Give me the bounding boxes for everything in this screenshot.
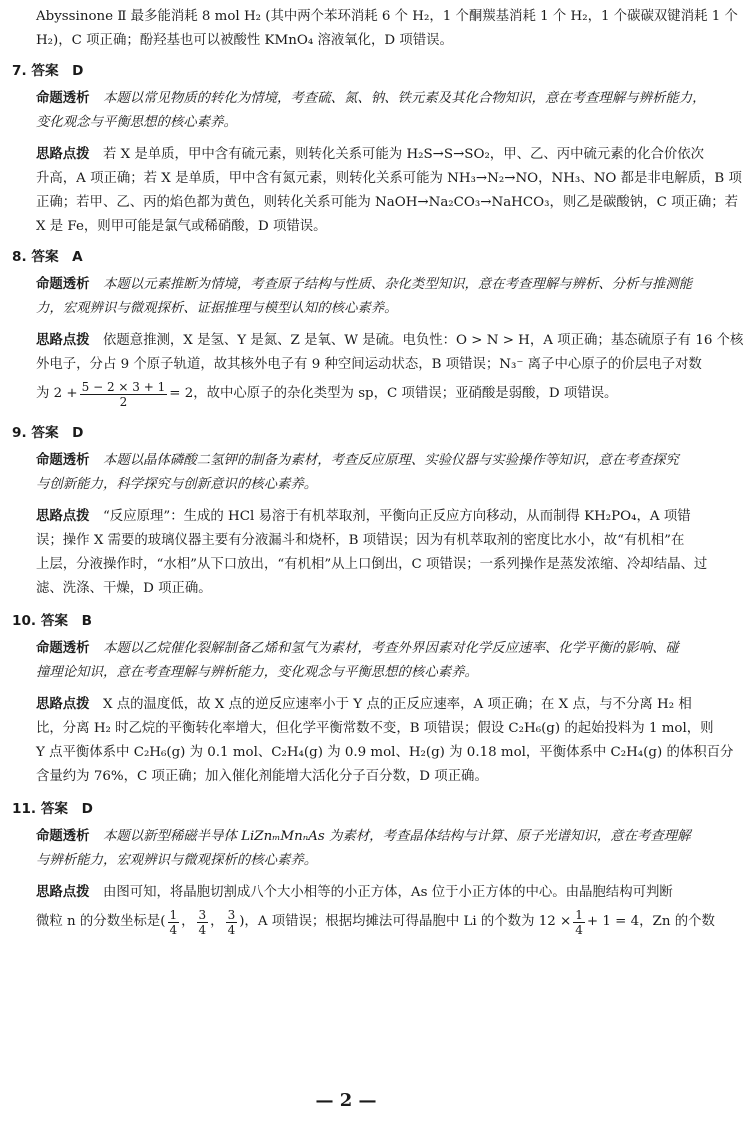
analysis-line: 撞理论知识，意在考查理解与辨析能力，变化观念与平衡思想的核心素养。 <box>36 665 478 680</box>
analysis-label: 命题透析 <box>36 641 90 656</box>
analysis-line <box>36 276 693 294</box>
answer-heading-11: 11. 答案 D <box>12 801 93 817</box>
hint-line: 外电子，分占 9 个原子轨道，故其核外电子有 9 种空间运动状态，B 项错误；N₃⁻ 离子中心原子的价层电子对数 <box>36 357 702 372</box>
analysis-line: 力，宏观辨识与微观探析、证据推理与模型认知的核心素养。 <box>36 301 398 316</box>
text-line: H₂)，C 项正确；酚羟基也可以被酸性 KMnO₄ 溶液氧化，D 项错误。 <box>36 33 453 48</box>
hint-text: 由图可知，将晶胞切割成八个大小相等的小正方体，As 位于小正方体的中心。由晶胞结构可判断 <box>102 885 673 900</box>
hint-text: 若 X 是单质，甲中含有硫元素，则转化关系可能为 H₂S→S→SO₂，甲、乙、丙中硫元素的化合价依次 <box>102 147 705 162</box>
hint-label: 思路点拨 <box>36 147 90 162</box>
coordinate-line: 微粒 n 的分数坐标是( $\frac{1}{4}$ ， $\frac{3}{4}$ ， $\frac{3}{4}$ )，A 项错误；根据均摊法可得晶胞中 Li 的个数为 12 × $\frac{1}{4}$ + 1 = 4，Zn 的个数 <box>36 907 715 937</box>
hint-line <box>36 508 691 526</box>
page-number: — 2 — <box>315 1090 377 1111</box>
analysis-label: 命题透析 <box>36 453 90 468</box>
hint-line <box>36 696 692 714</box>
fraction <box>573 908 585 937</box>
answer-heading-9: 9. 答案 D <box>12 425 84 441</box>
analysis-line: 变化观念与平衡思想的核心素养。 <box>36 115 237 130</box>
fraction-denominator: 4 <box>227 922 236 937</box>
hint-line: 含量约为 76%，C 项正确；加入催化剂能增大活化分子百分数，D 项正确。 <box>36 769 488 784</box>
hint-line: Y 点平衡体系中 C₂H₆(g) 为 0.1 mol、C₂H₄(g) 为 0.9 mol、H₂(g) 为 0.18 mol，平衡体系中 C₂H₄(g) 的体积百分 <box>36 745 734 760</box>
fraction-numerator: 5 − 2 × 3 + 1 <box>81 379 166 394</box>
fraction-denominator: 4 <box>169 922 178 937</box>
analysis-line: 与辨析能力，宏观辨识与微观探析的核心素养。 <box>36 853 318 868</box>
analysis-line <box>36 828 691 846</box>
fraction-numerator: 3 <box>227 907 236 922</box>
analysis-text: 本题以新型稀磁半导体 LiZnₘMnₙAs 为素材，考查晶体结构与计算、原子光谱知识，意在考查理解 <box>102 829 691 844</box>
hint-text: X 点的温度低，故 X 点的逆反应速率小于 Y 点的正反应速率，A 项正确；在 X 点，与不分离 H₂ 相 <box>102 697 692 712</box>
frac-pre: 为 2 + <box>36 386 78 401</box>
coord-mid: )，A 项错误；根据均摊法可得晶胞中 Li 的个数为 12 × <box>239 914 572 929</box>
fraction-denominator: 2 <box>119 394 128 409</box>
hint-label: 思路点拨 <box>36 885 90 900</box>
fraction-line <box>36 376 658 412</box>
analysis-line <box>36 90 706 108</box>
hint-line <box>36 884 673 902</box>
fraction <box>197 908 209 937</box>
hint-line: 比，分离 H₂ 时乙烷的平衡转化率增大，但化学平衡常数不变，B 项错误；假设 C₂H₆(g) 的起始投料为 1 mol，则 <box>36 721 714 736</box>
hint-line <box>36 332 743 350</box>
analysis-line <box>36 640 679 658</box>
coord-pre: 微粒 n 的分数坐标是( <box>36 914 166 929</box>
hint-label: 思路点拨 <box>36 697 90 712</box>
analysis-label: 命题透析 <box>36 91 90 106</box>
hint-line: 滤、洗涤、干燥，D 项正确。 <box>36 581 212 596</box>
answer-heading-10: 10. 答案 B <box>12 613 92 629</box>
hint-line: 上层，分液操作时，“水相”从下口放出，“有机相”从上口倒出，C 项错误；一系列操作是蒸发浓缩、冷却结晶、过 <box>36 557 708 572</box>
analysis-label: 命题透析 <box>36 829 90 844</box>
analysis-text: 本题以乙烷催化裂解制备乙烯和氢气为素材，考查外界因素对化学反应速率、化学平衡的影响、碰 <box>102 641 679 656</box>
answer-heading-7: 7. 答案 D <box>12 63 84 79</box>
analysis-label: 命题透析 <box>36 277 90 292</box>
hint-label: 思路点拨 <box>36 509 90 524</box>
fraction <box>80 380 168 409</box>
fraction <box>226 908 238 937</box>
hint-text: “反应原理”：生成的 HCl 易溶于有机萃取剂，平衡向正反应方向移动，从而制得 KH₂PO₄，A 项错 <box>102 509 691 524</box>
analysis-text: 本题以晶体磷酸二氢钾的制备为素材，考查反应原理、实验仪器与实验操作等知识，意在考查探究 <box>102 453 679 468</box>
fraction-numerator: 3 <box>198 907 207 922</box>
analysis-text: 本题以元素推断为情境，考查原子结构与性质、杂化类型知识，意在考查理解与辨析、分析与推测能 <box>102 277 693 292</box>
hint-line: 升高，A 项正确；若 X 是单质，甲中含有氮元素，则转化关系可能为 NH₃→N₂→NO，NH₃、NO 都是非电解质，B 项 <box>36 171 742 186</box>
fraction-numerator: 1 <box>575 907 583 922</box>
frac-post: = 2，故中心原子的杂化类型为 sp，C 项错误；亚硝酸是弱酸，D 项错误。 <box>169 386 618 401</box>
analysis-line <box>36 452 679 470</box>
text-line: Abyssinone Ⅱ 最多能消耗 8 mol H₂ (其中两个苯环消耗 6 个 H₂，1 个酮羰基消耗 1 个 H₂，1 个碳碳双键消耗 1 个 <box>36 9 738 24</box>
analysis-line: 与创新能力，科学探究与创新意识的核心素养。 <box>36 477 318 492</box>
hint-line: X 是 Fe，则甲可能是氯气或稀硝酸，D 项错误。 <box>36 219 327 234</box>
hint-line <box>36 146 705 164</box>
hint-text: 依题意推测，X 是氢、Y 是氮、Z 是氧、W 是硫。电负性：O > N > H，A 项正确；基态硫原子有 16 个核 <box>102 333 743 348</box>
fraction-numerator: 1 <box>169 907 178 922</box>
hint-line: 误；操作 X 需要的玻璃仪器主要有分液漏斗和烧杯，B 项错误；因为有机萃取剂的密度比水小，故“有机相”在 <box>36 533 685 548</box>
fraction <box>168 908 180 937</box>
analysis-text: 本题以常见物质的转化为情境，考查硫、氮、钠、铁元素及其化合物知识，意在考查理解与辨析能力， <box>102 91 706 106</box>
hint-label: 思路点拨 <box>36 333 90 348</box>
answer-heading-8: 8. 答案 A <box>12 249 83 265</box>
coord-post: + 1 = 4，Zn 的个数 <box>586 914 715 929</box>
fraction-denominator: 4 <box>198 922 207 937</box>
fraction-denominator: 4 <box>575 922 583 937</box>
hint-line: 正确；若甲、乙、丙的焰色都为黄色，则转化关系可能为 NaOH→Na₂CO₃→NaHCO₃，则乙是碳酸钠，C 项正确；若 <box>36 195 739 210</box>
